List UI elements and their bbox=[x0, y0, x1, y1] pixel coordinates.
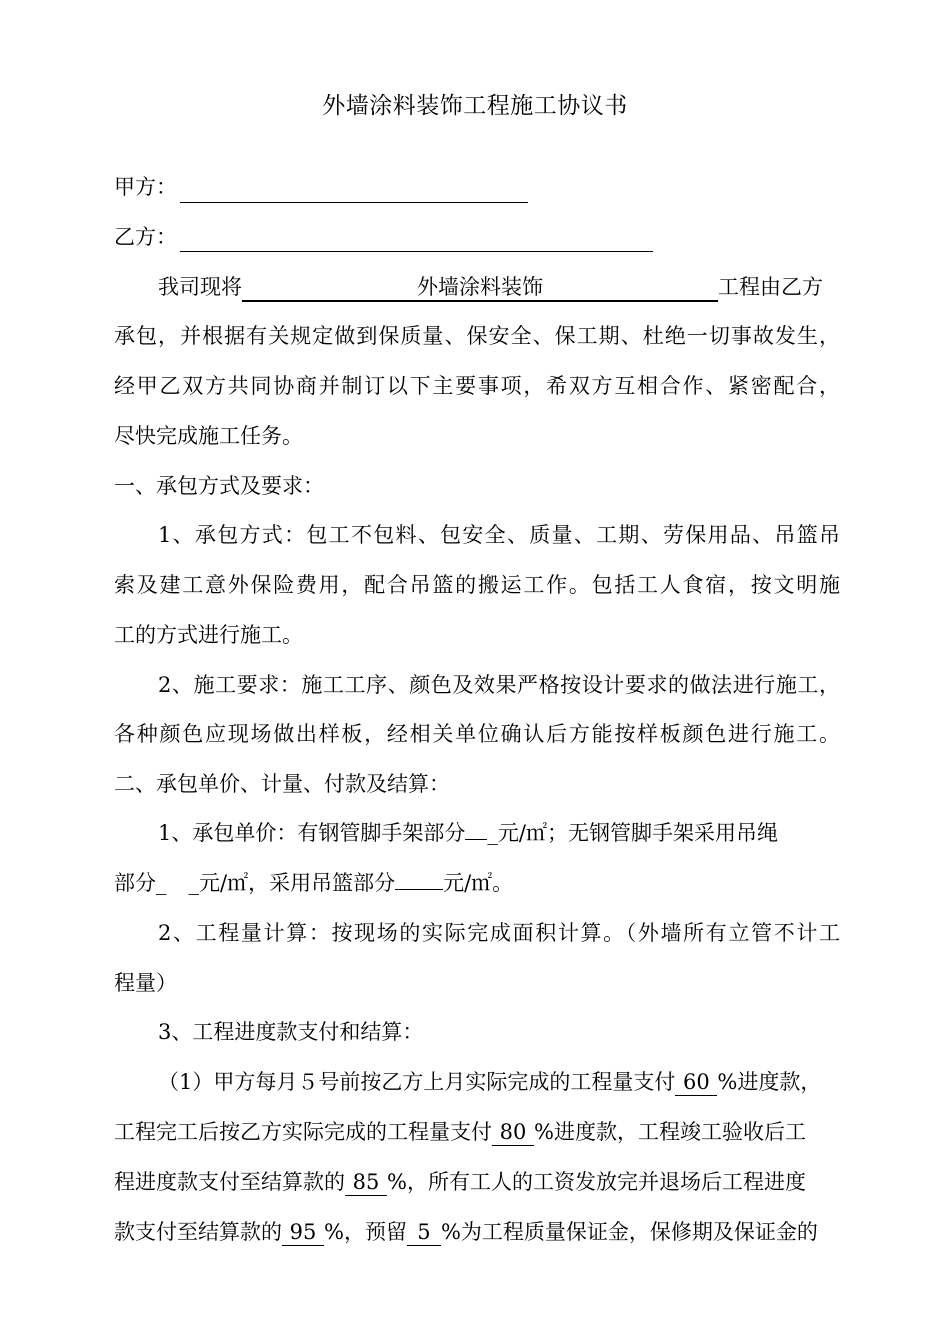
intro-pre: 我司现将 bbox=[158, 275, 242, 299]
payment-text-1b: %进度款， bbox=[717, 1070, 822, 1094]
intro-line-1 bbox=[158, 262, 840, 312]
final-settlement-percent: 95 bbox=[282, 1219, 324, 1246]
quantity-line-1: 2、工程量计算：按现场的实际完成面积计算。（外墙所有立管不计工 bbox=[158, 921, 840, 945]
intro-line-2: 承包，并根据有关规定做到保质量、保安全、保工期、杜绝一切事故发生， bbox=[114, 324, 840, 348]
payment-text-3b: %，所有工人的工资发放完并退场后工程进度 bbox=[387, 1170, 806, 1194]
section-1-item-1-line-2: 索及建工意外保险费用，配合吊篮的搬运工作。包括工人食宿，按文明施 bbox=[114, 573, 840, 597]
section-1-item-2-line-1: 2、施工要求：施工工序、颜色及效果严格按设计要求的做法进行施工， bbox=[158, 673, 840, 697]
party-a-label: 甲方： bbox=[114, 175, 177, 199]
party-b-blank bbox=[180, 251, 653, 252]
payment-line-1 bbox=[158, 1057, 840, 1107]
scaffold-price-blank bbox=[465, 839, 487, 840]
section-1-item-1-line-3: 工的方式进行施工。 bbox=[114, 623, 303, 647]
unit-price-text-b: _元/㎡；无钢管脚手架采用吊绳 bbox=[487, 821, 778, 845]
warranty-deposit-percent: 5 bbox=[407, 1219, 441, 1246]
section-2-heading: 二、承包单价、计量、付款及结算： bbox=[114, 772, 450, 796]
basket-price-blank bbox=[395, 889, 443, 890]
payment-text-2b: %进度款，工程竣工验收后工 bbox=[534, 1120, 806, 1144]
unit-price-text-e: 元/㎡。 bbox=[443, 871, 514, 895]
payment-line-3 bbox=[114, 1157, 840, 1207]
quantity-line-2: 程量） bbox=[114, 971, 177, 995]
payment-heading: 3、工程进度款支付和结算： bbox=[158, 1020, 424, 1044]
page-title: 外墙涂料装饰工程施工协议书 bbox=[322, 93, 628, 119]
payment-text-4c: %为工程质量保证金，保修期及保证金的 bbox=[440, 1220, 818, 1244]
intro-line-4: 尽快完成施工任务。 bbox=[114, 424, 303, 448]
party-b-label: 乙方： bbox=[114, 225, 177, 249]
intro-line-3: 经甲乙双方共同协商并制订以下主要事项，希双方互相合作、紧密配合， bbox=[114, 374, 840, 398]
monthly-progress-percent: 60 bbox=[675, 1069, 717, 1096]
payment-text-4a: 款支付至结算款的 bbox=[114, 1220, 282, 1244]
unit-price-text-c: 部分_ bbox=[114, 871, 167, 895]
acceptance-settlement-percent: 85 bbox=[345, 1169, 387, 1196]
unit-price-line-1 bbox=[158, 808, 840, 858]
payment-line-4 bbox=[114, 1207, 840, 1257]
unit-price-text-d: _元/㎡，采用吊篮部分 bbox=[188, 871, 396, 895]
party-a-line bbox=[114, 162, 840, 212]
payment-text-1a: （1）甲方每月５号前按乙方上月实际完成的工程量支付 bbox=[158, 1070, 676, 1094]
payment-text-4b: %，预留 bbox=[324, 1220, 407, 1244]
completion-progress-percent: 80 bbox=[492, 1119, 534, 1146]
section-1-heading: 一、承包方式及要求： bbox=[114, 474, 324, 498]
section-1-item-1-line-1: 1、承包方式：包工不包料、包安全、质量、工期、劳保用品、吊篮吊 bbox=[158, 523, 840, 547]
payment-text-3a: 程进度款支付至结算款的 bbox=[114, 1170, 345, 1194]
payment-text-2a: 工程完工后按乙方实际完成的工程量支付 bbox=[114, 1120, 492, 1144]
section-1-item-2-line-2: 各种颜色应现场做出样板，经相关单位确认后方能按样板颜色进行施工。 bbox=[114, 722, 840, 746]
project-name-field: 外墙涂料装饰 bbox=[242, 274, 718, 302]
intro-post: 工程由乙方 bbox=[718, 275, 823, 299]
unit-price-line-2 bbox=[114, 858, 840, 908]
payment-line-2 bbox=[114, 1107, 840, 1157]
unit-price-text-a: 1、承包单价：有钢管脚手架部分 bbox=[158, 821, 466, 845]
party-a-blank bbox=[180, 202, 528, 203]
party-b-line bbox=[114, 212, 840, 262]
